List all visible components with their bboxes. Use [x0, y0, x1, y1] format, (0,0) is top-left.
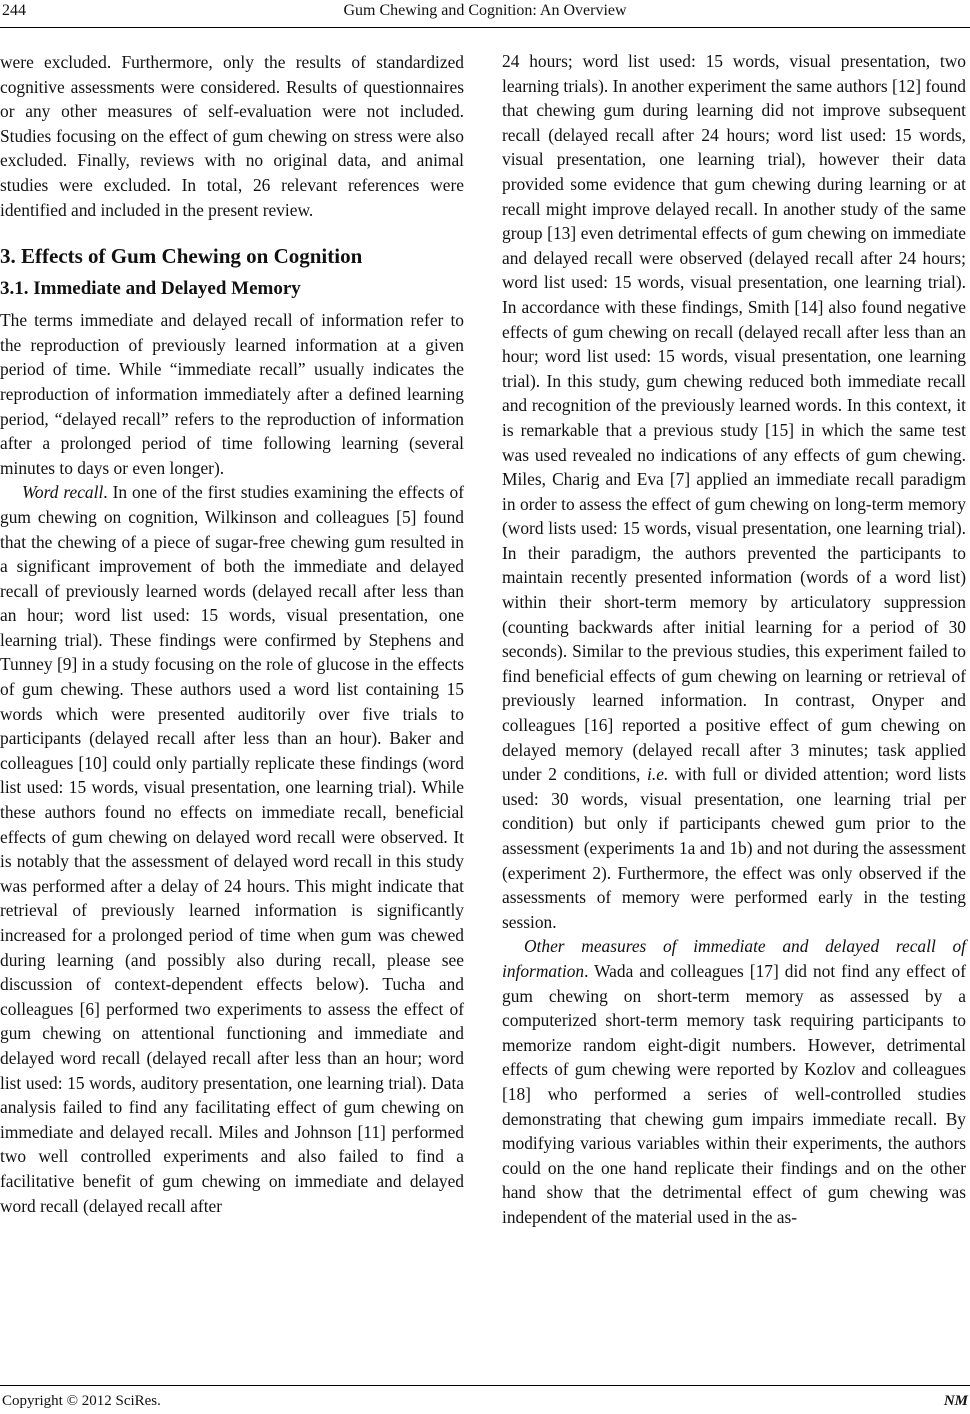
left-column — [0, 50, 464, 1218]
continued-text: 24 hours; word list used: 15 words, visual presentation, two learning trials). In another experiment the same authors [12] found that chewing gum during learning did not improve subsequent recall (delayed recall after 24 hours; word list used: 15 words, visual presentation, one learning trial), however their data provided some evidence that gum chewing during learning or at recall might improve delayed recall. In another study of the same group [13] even detrimental effects of gum chewing on immediate and delayed recall were observed (delayed recall after 24 hours; word list used: 15 words, visual presentation, one learning trial). In accordance with these findings, Smith [14] also found negative effects of gum chewing on recall (delayed recall after less than an hour; word list used: 15 words, visual presentation, one learning trial). In this study, gum chewing reduced both immediate recall and recognition of the previously learned words. In this context, it is remarkable that a previous study [15] in which the same test was used revealed no indications of any effects of gum chewing. Miles, Charig and Eva [7] applied an immediate recall paradigm in order to assess the effect of gum chewing on long-term memory (word lists used: 15 words, visual presentation, one learning trial). In their paradigm, the authors prevented the participants to maintain recently presented information (words of a word list) within their short-term memory by articulatory suppression (counting backwards after initial learning for a period of 30 seconds). Similar to the previous studies, this experiment failed to find beneficial effects of gum chewing on learning or retrieval of previously learned information. In contrast, Onyper and colleagues [16] reported a positive effect of gum chewing on delayed memory (delayed recall after 3 minutes; task applied under 2 conditions, — [502, 51, 966, 785]
other-measures-text: . Wada and colleagues [17] did not find any effect of gum chewing on short-term memory as assessed by a computerized short-term memory task requiring participants to memorize random eight-digit numbers. However, detrimental effects of gum chewing were reported by Kozlov and colleagues [18] who performed a series of well-controlled studies demonstrating that chewing gum impairs immediate recall. By modifying various variables within their experiments, the authors could on the one hand replicate their findings and on the other hand show that the detrimental effect of gum chewing was independent of the material used in the as- — [502, 960, 966, 1227]
word-recall-text: . In one of the first studies examining the effects of gum chewing on cognition, Wilkinson and colleagues [5] found that the chewing of a piece of sugar-free chewing gum resulted in a significant improvement of both the immediate and delayed recall of previously learned words (delayed recall after less than an hour; word list used: 15 words, visual presentation, one learning trial). These findings were confirmed by Stephens and Tunney [9] in a study focusing on the role of glucose in the effects of gum chewing. These authors used a word list containing 15 words which were presented auditorily over five trials to participants (delayed recall after less than an hour). Baker and colleagues [10] could only partially replicate these findings (word list used: 15 words, visual presentation, one learning trial). While these authors found no effects on immediate recall, beneficial effects of gum chewing on delayed word recall were observed. It is notably that the assessment of delayed word recall in this study was performed after a delay of 24 hours. This might indicate that retrieval of previously learned information is significantly increased for a prolonged period of time when gum was chewed during learning (and possibly also during recall, please see discussion of context-dependent effects below). Tucha and colleagues [6] performed two experiments to assess the effect of gum chewing on attentional functioning and immediate and delayed word recall (delayed recall after less than an hour; word list used: 15 words, auditory presentation, one learning trial). Data analysis failed to find any facilitating effect of gum chewing on immediate and delayed recall. Miles and Johnson [11] performed two well controlled experiments and also failed to find a facilitative benefit of gum chewing on immediate and delayed word recall (delayed recall after — [0, 482, 465, 1216]
other-measures-label: Other measures of immediate and delayed recall of information — [502, 936, 966, 981]
running-title: Gum Chewing and Cognition: An Overview — [343, 2, 627, 19]
intro-paragraph: were excluded. Furthermore, only the results of standardized cognitive assessments were considered. Results of questionnaires or any other measures of self-evaluation were not included. Studies focusing on the effect of gum chewing on stress were also excluded. Finally, reviews with no original data, and animal studies were excluded. In total, 26 relevant references were identified and included in the present review. — [0, 52, 464, 220]
right-column — [502, 49, 966, 1230]
footer-rule — [0, 1385, 970, 1386]
journal-abbrev: NM — [943, 1393, 968, 1409]
continued-paragraph — [502, 49, 966, 934]
running-header — [0, 0, 970, 26]
subsection-heading: 3.1. Immediate and Delayed Memory — [0, 278, 301, 300]
word-recall-label: Word recall — [22, 482, 104, 503]
ie-abbrev: i.e. — [647, 764, 669, 785]
section-heading: 3. Effects of Gum Chewing on Cognition — [0, 244, 363, 269]
copyright-notice: Copyright © 2012 SciRes. — [2, 1393, 161, 1409]
terms-paragraph: The terms immediate and delayed recall of information refer to the reproduction of previously learned information at a given period of time. While “immediate recall” usually indicates the reproduction of information immediately after a defined learning period, “delayed recall” refers to the reproduction of information after a prolonged period of time following learning (several minutes to days or even longer). — [0, 310, 464, 478]
word-recall-paragraph — [0, 480, 464, 1218]
other-measures-paragraph — [502, 934, 966, 1229]
page-number: 244 — [2, 2, 26, 19]
header-rule — [0, 27, 970, 28]
continued-text-2: with full or divided attention; word lists used: 30 words, visual presentation, one learning trial per condition) but only if participants chewed gum prior to the assessment (experiments 1a and 1b) and not during the assessment (experiment 2). Furthermore, the effect was only observed if the assessments of memory were performed early in the testing session. — [502, 764, 967, 932]
